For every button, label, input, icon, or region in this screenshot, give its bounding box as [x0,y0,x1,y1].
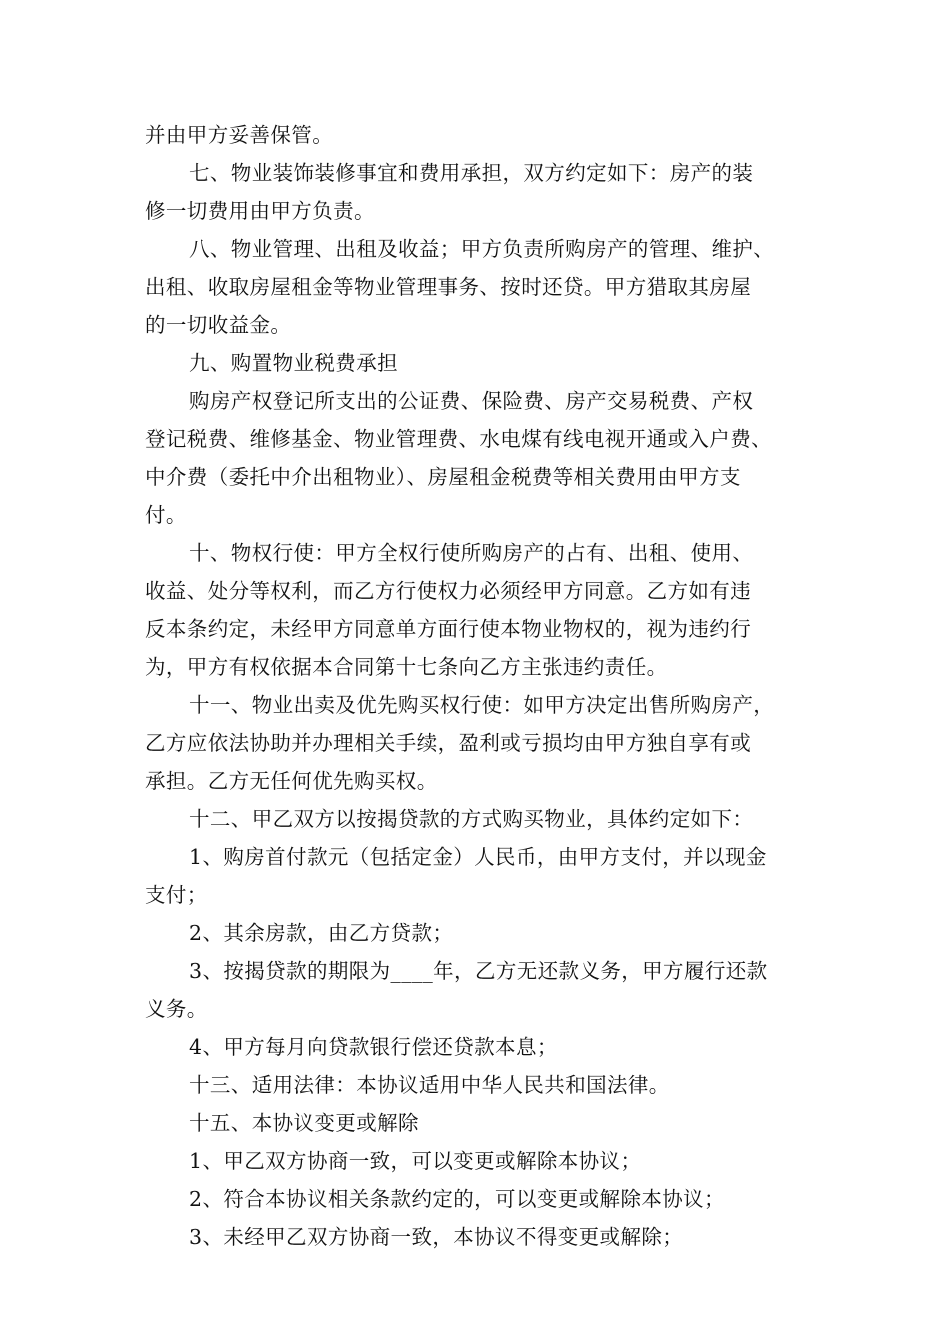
text-line: 购房产权登记所支出的公证费、保险费、房产交易税费、产权 [189,389,754,413]
document-body [145,116,825,1256]
text-line: 七、物业装饰装修事宜和费用承担，双方约定如下：房产的装 [189,161,754,185]
text-line: 2、其余房款，由乙方贷款； [189,921,454,945]
text-line: 1、购房首付款元（包括定金）人民币，由甲方支付，并以现金 [189,845,767,869]
text-line: 并由甲方妥善保管。 [145,123,334,147]
text-line: 4、甲方每月向贷款银行偿还贷款本息； [189,1035,558,1059]
text-line: 义务。 [145,997,208,1021]
text-line: 十二、甲乙双方以按揭贷款的方式购买物业，具体约定如下： [189,807,754,831]
text-line: 十一、物业出卖及优先购买权行使：如甲方决定出售所购房产， [189,693,775,717]
text-line: 八、物业管理、出租及收益；甲方负责所购房产的管理、维护、 [189,237,775,261]
text-line: 登记税费、维修基金、物业管理费、水电煤有线电视开通或入户费、 [145,427,772,451]
text-line: 承担。乙方无任何优先购买权。 [145,769,438,793]
text-line: 中介费（委托中介出租物业）、房屋租金税费等相关费用由甲方支 [145,465,741,489]
text-line: 的一切收益金。 [145,313,292,337]
text-line: 九、购置物业税费承担 [189,351,398,375]
text-line: 修一切费用由甲方负责。 [145,199,375,223]
text-line: 十五、本协议变更或解除 [189,1111,419,1135]
text-line: 反本条约定，未经甲方同意单方面行使本物业物权的，视为违约行 [145,617,752,641]
text-line: 收益、处分等权利，而乙方行使权力必须经甲方同意。乙方如有违 [145,579,752,603]
text-line: 2、符合本协议相关条款约定的，可以变更或解除本协议； [189,1187,725,1211]
text-line: 十、物权行使：甲方全权行使所购房产的占有、出租、使用、 [189,541,754,565]
text-line: 3、未经甲乙双方协商一致，本协议不得变更或解除； [189,1225,684,1249]
text-line: 十三、适用法律：本协议适用中华人民共和国法律。 [189,1073,670,1097]
text-line: 出租、收取房屋租金等物业管理事务、按时还贷。甲方猎取其房屋 [145,275,752,299]
text-line: 为，甲方有权依据本合同第十七条向乙方主张违约责任。 [145,655,668,679]
text-line: 乙方应依法协助并办理相关手续，盈利或亏损均由甲方独自享有或 [145,731,752,755]
text-line: 付。 [145,503,187,527]
text-line: 3、按揭贷款的期限为____年，乙方无还款义务，甲方履行还款 [189,959,768,983]
text-line: 1、甲乙双方协商一致，可以变更或解除本协议； [189,1149,642,1173]
text-line: 支付； [145,883,208,907]
